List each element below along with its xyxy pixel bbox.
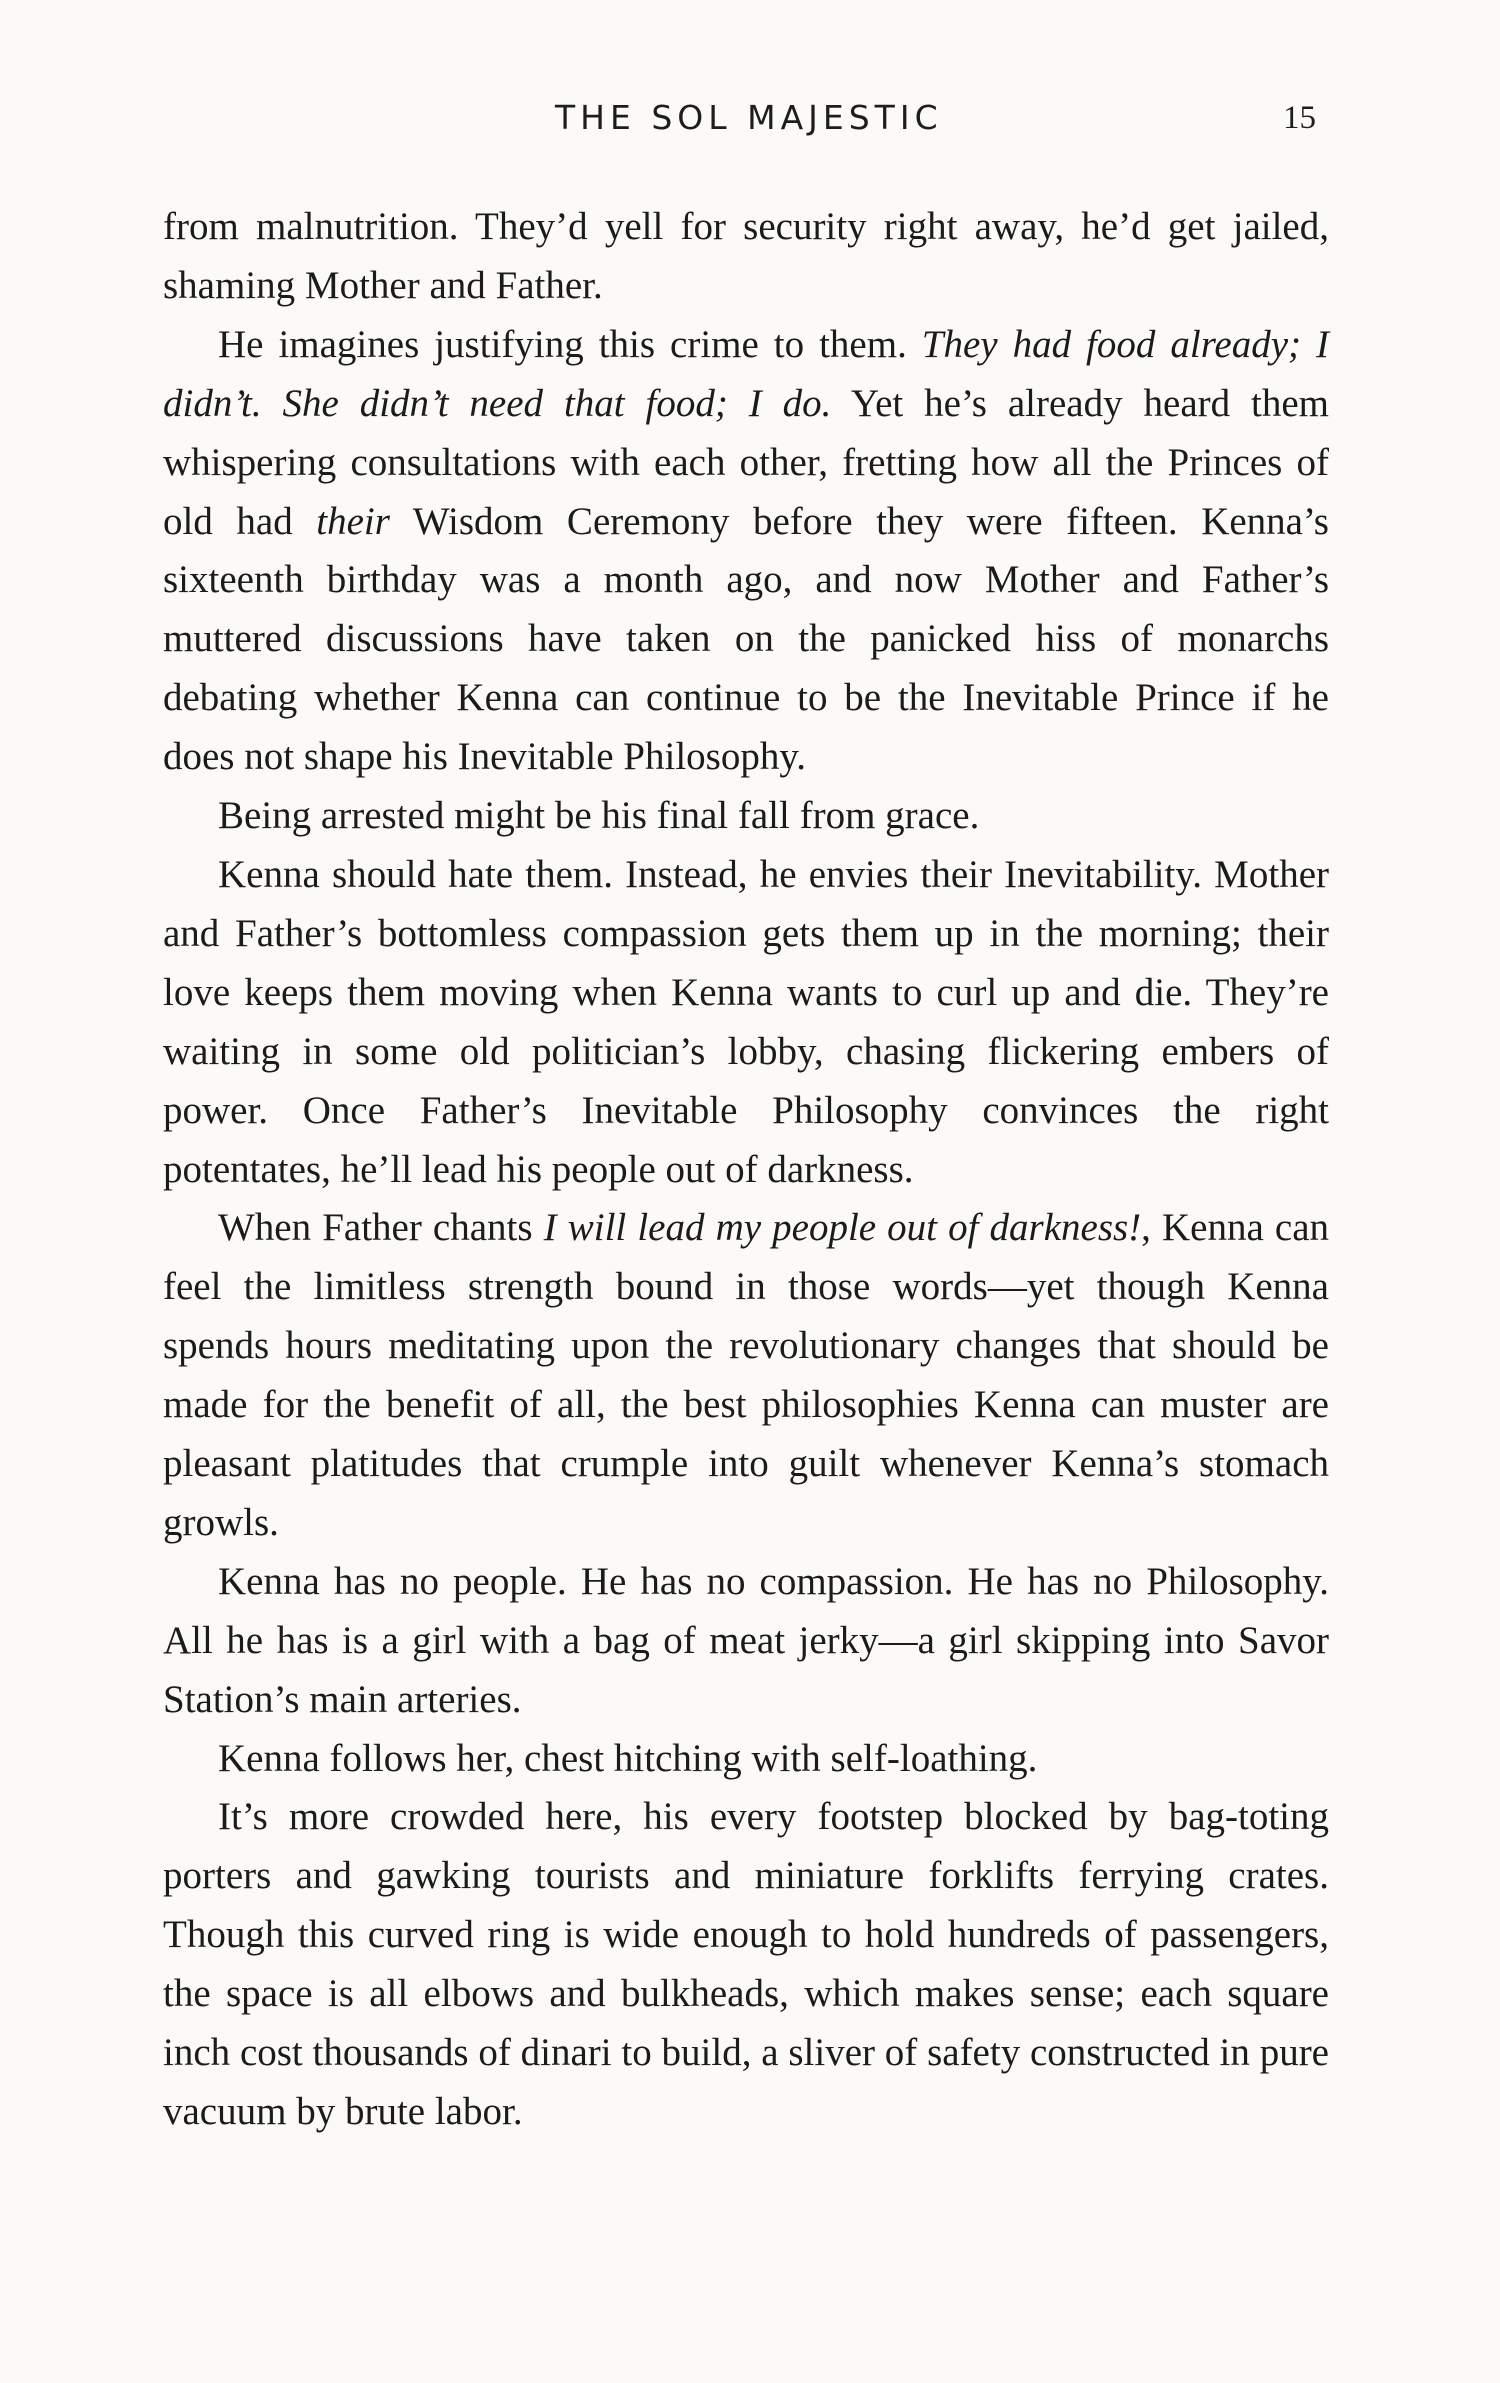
italic-their: their (316, 499, 390, 543)
paragraph-7: Kenna follows her, chest hitching with self-loathing. (218, 1736, 1038, 1780)
page-number: 15 (1283, 100, 1316, 136)
italic-chant: I will lead my people out of darkness! (543, 1206, 1142, 1250)
paragraph-4: Kenna should hate them. Instead, he envies their Inevitability. Mother and Father’s bottomless compassion gets them up in the morning; their love keeps them moving when Kenna wants to curl up and die. They’re waiting in some old politician’s lobby, chasing flickering embers of power. Once Father’s Inevitable Philosophy convinces the right potentates, he’ll lead his people out of darkness. (163, 852, 1329, 1191)
paragraph-2-part-c: Yet he’s already heard them whispering consultations with each other, fretting how all the Princes of old had (163, 381, 1329, 543)
body-text (163, 198, 1329, 2142)
running-title: THE SOL MAJESTIC (555, 98, 943, 137)
paragraph-2 (163, 316, 1329, 787)
paragraph-8: It’s more crowded here, his every footstep blocked by bag-toting porters and gawking tourists and miniature forklifts ferrying crates. Though this curved ring is wide enough to hold hundreds of passengers, the space is all elbows and bulkheads, which makes sense; each square inch cost thousands of dinari to build, a sliver of safety constructed in pure vacuum by brute labor. (163, 1795, 1329, 2133)
paragraph-5-part-a: When Father chants (218, 1206, 544, 1250)
paragraph-5 (163, 1199, 1329, 1552)
paragraph-2-part-e: Wisdom Ceremony before they were fifteen. Kenna’s sixteenth birthday was a month ago, and now Mother and Father’s muttered discussions have taken on the panicked hiss of monarchs debating whether Kenna can continue to be the Inevitable Prince if he does not shape his Inevitable Philosophy. (163, 499, 1329, 779)
paragraph-2-part-a: He imagines justifying this crime to them. (218, 322, 922, 366)
running-head (0, 98, 1500, 148)
paragraph-5-part-c: , Kenna can feel the limitless strength bound in those words—yet though Kenna spends hours meditating upon the revolutionary changes that should be made for the benefit of all, the best philosophies Kenna can muster are pleasant platitudes that crumple into guilt whenever Kenna’s stomach growls. (163, 1206, 1330, 1544)
italic-thought: They had food already; I didn’t. She didn’t need that food; I do. (163, 322, 1329, 425)
paragraph-6: Kenna has no people. He has no compassion. He has no Philosophy. All he has is a girl with a bag of meat jerky—a girl skipping into Savor Station’s main arteries. (163, 1559, 1329, 1721)
paragraph-1: from malnutrition. They’d yell for security right away, he’d get jailed, shaming Mother and Father. (163, 205, 1329, 307)
paragraph-3: Being arrested might be his final fall from grace. (218, 794, 980, 838)
